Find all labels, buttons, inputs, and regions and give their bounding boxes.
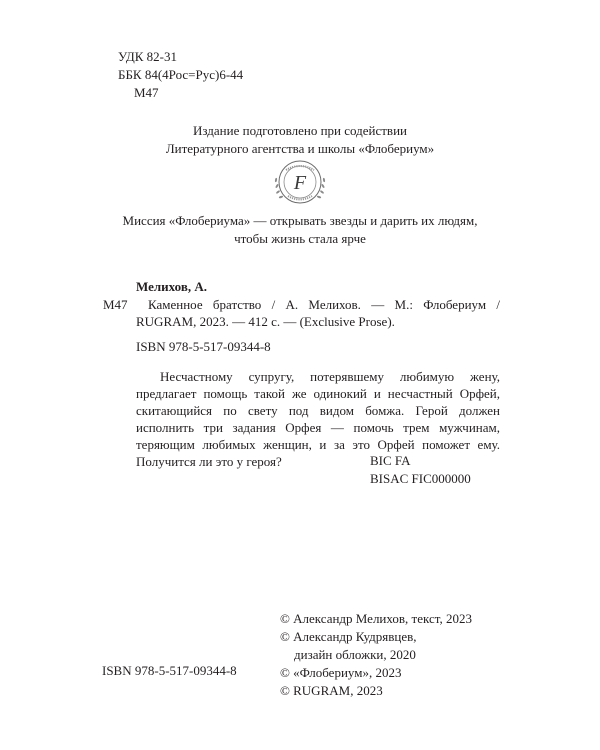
svg-text:F: F — [293, 172, 307, 194]
mission-line-1: Миссия «Флобериума» — открывать звезды и дарить их людям, — [122, 213, 478, 228]
floberium-logo-icon — [268, 156, 332, 208]
copyright-line: © Александр Кудрявцев, — [280, 629, 417, 644]
copyright-block — [280, 610, 472, 700]
mission-line-2: чтобы жизнь стала ярче — [234, 231, 366, 246]
bisac-code: BISAC FIC000000 — [370, 471, 471, 486]
copyright-line: © RUGRAM, 2023 — [280, 683, 383, 698]
bbk-code: ББК 84(4Рос=Рус)6-44 — [118, 67, 244, 82]
bib-author: Мелихов, А. — [136, 279, 207, 294]
support-line-2: Литературного агентства и школы «Флобериум» — [165, 141, 435, 156]
support-line-1: Издание подготовлено при содействии — [193, 123, 407, 138]
udk-code: УДК 82-31 — [118, 49, 178, 64]
classification-block — [118, 48, 243, 102]
annotation-text: Несчастному супругу, потерявшему любимую жену, предлагает помощь такой же одинокий и несчастный Орфей, скитающийся по свету под видом бомжа. Герой должен исполнить три задания Орфея — помочь трем мужчинам, теряющим любимых женщин, и за это Орфей поможет ему. Получится ли это у героя? — [136, 369, 500, 469]
copyright-line: © «Флобериум», 2023 — [280, 665, 402, 680]
bic-code: BIC FA — [370, 453, 411, 468]
bib-line-1: Каменное братство / А. Мелихов. — М.: Флобериум / — [148, 297, 500, 312]
copyright-line: дизайн обложки, 2020 — [294, 647, 416, 662]
bib-line-2: RUGRAM, 2023. — 412 с. — (Exclusive Prose). — [136, 314, 395, 329]
author-mark: М47 — [134, 85, 159, 100]
mission-statement — [0, 212, 600, 248]
bib-isbn: ISBN 978-5-517-09344-8 — [136, 339, 271, 354]
bib-mark: М47 — [103, 297, 128, 312]
support-notice — [0, 122, 600, 158]
copyright-line: © Александр Мелихов, текст, 2023 — [280, 611, 472, 626]
footer-isbn: ISBN 978-5-517-09344-8 — [102, 663, 237, 678]
